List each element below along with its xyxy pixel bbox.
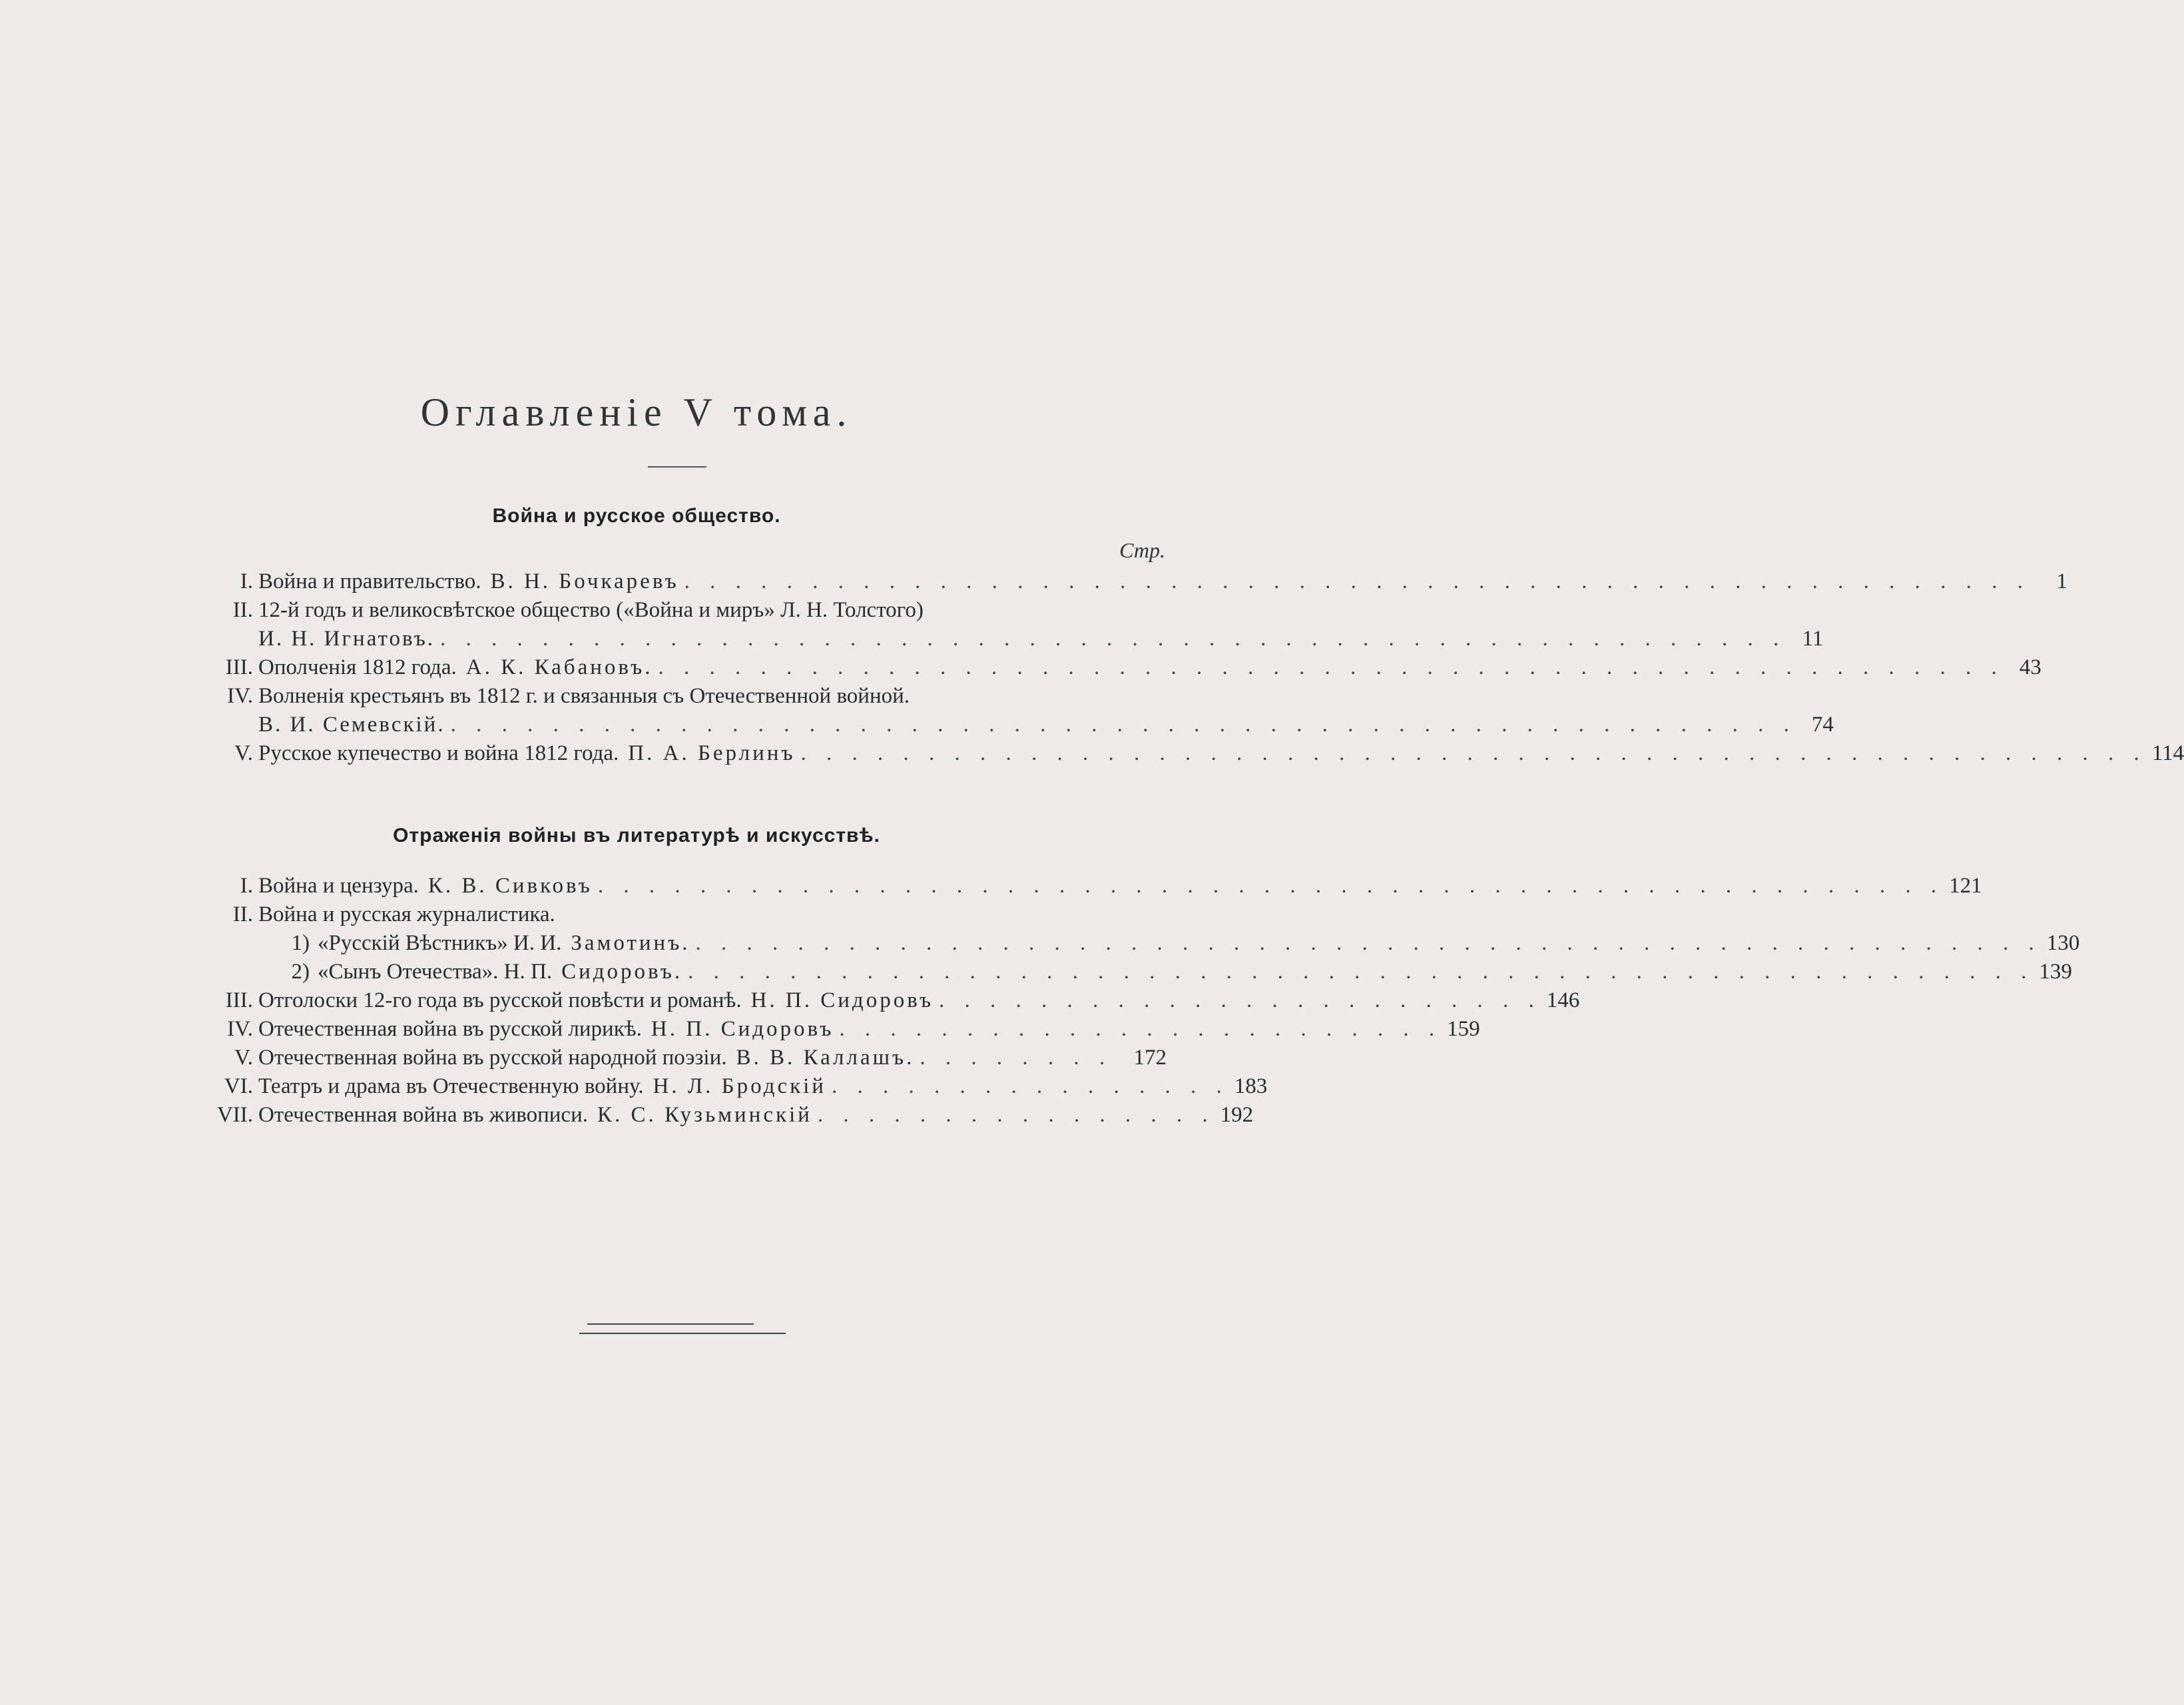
toc-subentry [200,960,2072,988]
entry-number: V. [234,741,253,765]
entry-author: К. С. Кузьминскій [597,1103,812,1127]
section-heading-1: Война и русское общество. [492,505,781,527]
entry-number: I. [240,569,253,593]
entry-title: Война и русская журналистика. [258,902,555,926]
page-column-label: Стр. [1119,538,1165,562]
entry-author: В. Н. Бочкаревъ [490,569,679,593]
entry-number: I. [240,874,253,898]
entry-number: V. [234,1046,253,1070]
dot-leader: . . . . . . . . . . . . . . . . . . . . . . . . . . . . . . . . . . . . . . . . . . . . . . . . . . . . . [695,931,2042,955]
end-ornament-rule [579,1333,786,1334]
dot-leader: . . . . . . . . . . . . . . . . . . . . . . . . . . . . . . . . . . . . . . . . . . . . . . . . . . . . . [688,960,2034,984]
toc-entry [200,988,1580,1016]
entry-page: 74 [1811,713,1834,737]
toc-entry [200,1017,1480,1045]
entry-page: 43 [2019,655,2042,679]
page-title: Оглавленіе V тома. [420,390,853,434]
entry-number: IV. [227,1017,253,1041]
entry-author: К. В. Сивковъ [427,874,593,898]
entry-title: Отголоски 12-го года въ русской повѣсти и романѣ. [258,988,742,1012]
entry-title: Отечественная война въ русской народной поэзіи. [258,1046,727,1070]
entry-number: 1) [291,931,310,955]
entry-author: Замотинъ. [571,931,690,955]
entry-title: Ополченія 1812 года. [258,655,457,679]
entry-title: Русское купечество и война 1812 года. [258,741,619,765]
title-divider [648,466,706,468]
dot-leader: . . . . . . . . . . . . . . . . [831,1074,1229,1098]
entry-title: 12-й годъ и великосвѣтское общество («Война и миръ» Л. Н. Толстого) [258,598,924,622]
entry-page: 11 [1802,627,1824,651]
dot-leader: . . . . . . . . [920,1046,1113,1070]
entry-page: 130 [2046,931,2080,955]
end-ornament-rule [587,1323,754,1325]
entry-title: Война и правительство. [258,569,481,593]
dot-leader: . . . . . . . . . . . . . . . . . . . . . . . . . . . . . . . . . . . . . . . . . . . . . . . . . . . . . [597,874,1944,898]
entry-page: 1 [2056,569,2067,593]
entry-author: П. А. Берлинъ [628,741,796,765]
toc-entry [200,1074,1268,1102]
entry-author: Н. Л. Бродскій [653,1074,826,1098]
entry-number: II. [232,902,253,926]
entry-page: 114 [2151,741,2184,765]
entry-author: Сидоровъ. [561,960,683,984]
entry-title: «Русскій Вѣстникъ» И. И. [318,931,562,955]
entry-number: 2) [291,960,310,984]
toc-entry-continued [200,627,1824,655]
entry-number: IV. [227,684,253,708]
toc-entry [200,1046,1167,1074]
entry-title: Война и цензура. [258,874,419,898]
entry-number: VII. [216,1103,253,1127]
toc-entry [200,1103,1254,1131]
entry-page: 159 [1447,1017,1480,1041]
entry-page: 121 [1949,874,1982,898]
entry-page: 183 [1234,1074,1268,1098]
toc-entry [200,655,2042,683]
toc-entry [200,598,1167,626]
entry-title: Отечественная война въ русской лирикѣ. [258,1017,642,1041]
entry-author: А. К. Кабановъ. [465,655,653,679]
toc-entry [200,741,2184,769]
entry-page: 172 [1133,1046,1167,1070]
entry-number: II. [232,598,253,622]
dot-leader: . . . . . . . . . . . . . . . . . . . . . . . . . . . . . . . . . . . . . . . . . . . . . . . . . . . . . [450,713,1796,737]
dot-leader: . . . . . . . . . . . . . . . . . . . . . . . . . . . . . . . . . . . . . . . . . . . . . . . . . . . . . [800,741,2147,765]
entry-author: Н. П. Сидоровъ [651,1017,834,1041]
entry-title: Отечественная война въ живописи. [258,1103,588,1127]
entry-page: 146 [1546,988,1580,1012]
entry-author: В. В. Каллашъ. [736,1046,915,1070]
entry-number: III. [225,988,253,1012]
section-heading-2: Отраженія войны въ литературѣ и искусствѣ. [393,825,880,847]
entry-number: VI. [224,1074,253,1098]
toc-entry [200,684,1167,712]
entry-page: 139 [2039,960,2072,984]
entry-page: 192 [1220,1103,1254,1127]
toc-entry [200,874,1982,902]
toc-entry-continued [200,713,1834,741]
dot-leader: . . . . . . . . . . . . . . . . . . . . . . . . . . . . . . . . . . . . . . . . . . . . . . . . . . . . . [658,655,2004,679]
toc-subentry [200,931,2080,959]
dot-leader: . . . . . . . . . . . . . . . . [817,1103,1215,1127]
toc-entry [200,569,2067,597]
entry-title: «Сынъ Отечества». Н. П. [318,960,553,984]
dot-leader: . . . . . . . . . . . . . . . . . . . . . . . . . . . . . . . . . . . . . . . . . . . . . . . . . . . . . [440,627,1786,651]
entry-title: Волненія крестьянъ въ 1812 г. и связанныя съ Отечественной войной. [258,684,910,708]
entry-author: И. Н. Игнатовъ. [258,627,435,651]
entry-number: III. [225,655,253,679]
toc-entry [200,902,1167,930]
dot-leader: . . . . . . . . . . . . . . . . . . . . . . . . [939,988,1541,1012]
entry-author: В. И. Семевскій. [258,713,445,737]
entry-title: Театръ и драма въ Отечественную войну. [258,1074,644,1098]
entry-author: Н. П. Сидоровъ [750,988,934,1012]
dot-leader: . . . . . . . . . . . . . . . . . . . . . . . . [839,1017,1442,1041]
dot-leader: . . . . . . . . . . . . . . . . . . . . . . . . . . . . . . . . . . . . . . . . . . . . . . . . . . . . . [684,569,2030,593]
